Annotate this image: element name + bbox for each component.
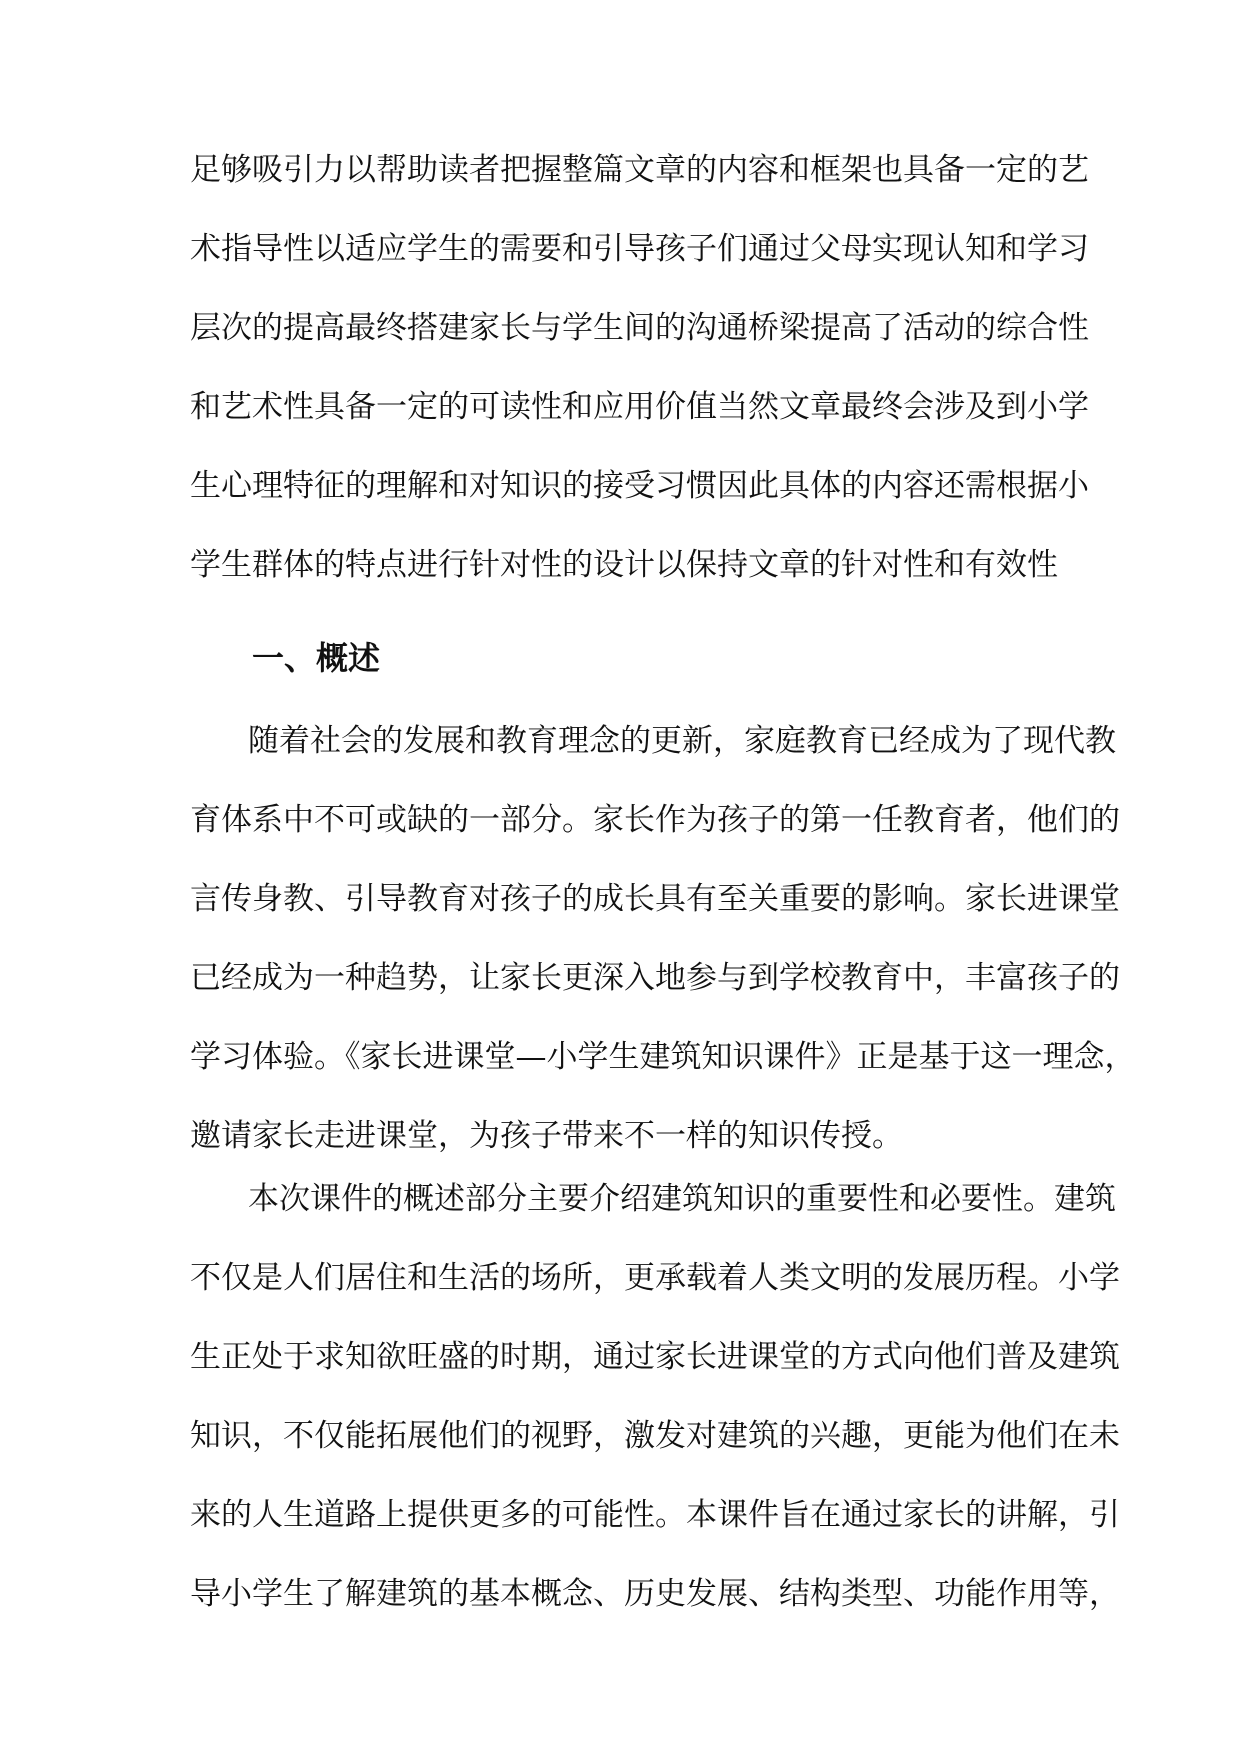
text-line: 层次的提高最终搭建家长与学生间的沟通桥梁提高了活动的综合性 bbox=[190, 310, 1089, 346]
intro-paragraph bbox=[190, 131, 1089, 605]
text-line: 言传身教、引导教育对孩子的成长具有至关重要的影响。家长进课堂 bbox=[190, 881, 1120, 917]
text-line: 已经成为一种趋势，让家长更深入地参与到学校教育中，丰富孩子的 bbox=[190, 960, 1120, 996]
text-line: 育体系中不可或缺的一部分。家长作为孩子的第一任教育者，他们的 bbox=[190, 802, 1120, 838]
text-line: 学习体验。《家长进课堂—小学生建筑知识课件》正是基于这一理念， bbox=[190, 1039, 1136, 1075]
text-line: 学生群体的特点进行针对性的设计以保持文章的针对性和有效性 bbox=[190, 547, 1058, 583]
text-line: 生心理特征的理解和对知识的接受习惯因此具体的内容还需根据小 bbox=[190, 468, 1089, 504]
text-line: 随着社会的发展和教育理念的更新，家庭教育已经成为了现代教 bbox=[248, 723, 1116, 759]
text-line: 本次课件的概述部分主要介绍建筑知识的重要性和必要性。建筑 bbox=[248, 1181, 1116, 1217]
text-line: 和艺术性具备一定的可读性和应用价值当然文章最终会涉及到小学 bbox=[190, 389, 1089, 425]
text-line: 邀请家长走进课堂，为孩子带来不一样的知识传授。 bbox=[190, 1118, 903, 1154]
text-line: 不仅是人们居住和生活的场所，更承载着人类文明的发展历程。小学 bbox=[190, 1260, 1120, 1296]
text-line: 来的人生道路上提供更多的可能性。本课件旨在通过家长的讲解，引 bbox=[190, 1497, 1120, 1533]
text-line: 知识，不仅能拓展他们的视野，激发对建筑的兴趣，更能为他们在未 bbox=[190, 1418, 1120, 1454]
overview-paragraph-1 bbox=[190, 702, 1136, 1176]
section-heading: 一、概述 bbox=[252, 639, 381, 677]
text-line: 导小学生了解建筑的基本概念、历史发展、结构类型、功能作用等， bbox=[190, 1576, 1120, 1612]
text-line: 生正处于求知欲旺盛的时期，通过家长进课堂的方式向他们普及建筑 bbox=[190, 1339, 1120, 1375]
text-line: 足够吸引力以帮助读者把握整篇文章的内容和框架也具备一定的艺 bbox=[190, 152, 1089, 188]
overview-paragraph-2 bbox=[190, 1160, 1120, 1634]
text-line: 术指导性以适应学生的需要和引导孩子们通过父母实现认知和学习 bbox=[190, 231, 1089, 267]
